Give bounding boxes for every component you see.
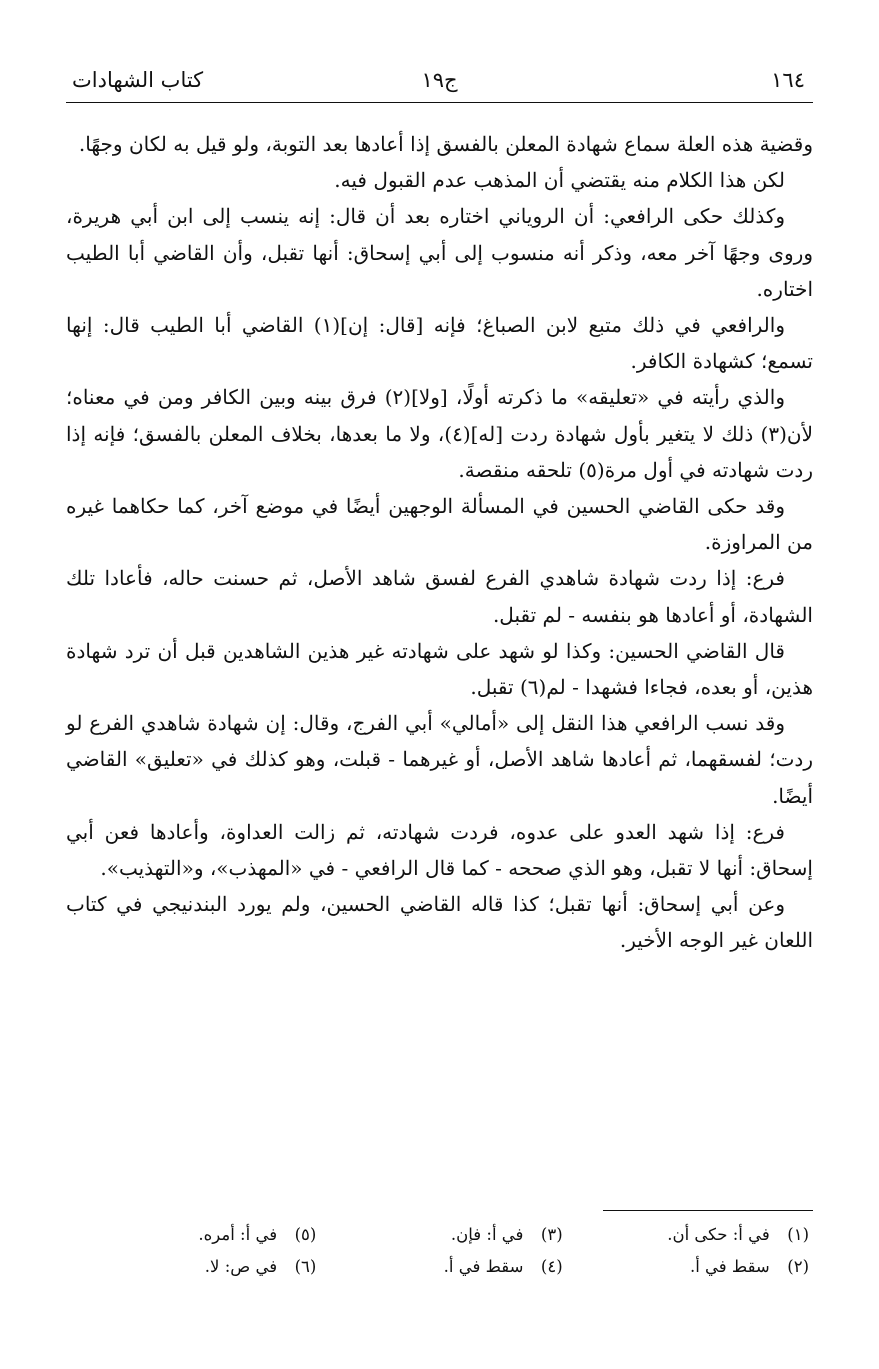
- footnote-text: في أ: حكى أن.: [667, 1225, 770, 1244]
- footnote-number: (٥): [294, 1225, 317, 1244]
- paragraph: لكن هذا الكلام منه يقتضي أن المذهب عدم القبول فيه.: [334, 168, 785, 193]
- page-number: ١٦٤: [771, 68, 805, 92]
- footnote: [316, 1221, 562, 1253]
- footnote: [316, 1253, 562, 1285]
- paragraph: فرع: إذا ردت شهادة شاهدي الفرع لفسق شاهد الأصل، ثم حسنت حاله، فأعادا تلك الشهادة، أو أعادها هو بنفسه - لم تقبل.: [66, 566, 813, 627]
- paragraph: قال القاضي الحسين: وكذا لو شهد على شهادته غير هذين الشاهدين قبل أن ترد شهادة هذين، أو بعده، فجاءا فشهدا - لم(٦) تقبل.: [66, 638, 813, 700]
- footnote-row: [70, 1253, 809, 1285]
- footnote-text: في ص: لا.: [204, 1257, 278, 1276]
- footnote-number: (٦): [294, 1257, 317, 1276]
- paragraph: وقضية هذه العلة سماع شهادة المعلن بالفسق إذا أعادها بعد التوبة، ولو قيل به لكان وجهًا.: [78, 132, 813, 156]
- footnote-number: (١): [787, 1225, 809, 1244]
- paragraph: وقد حكى القاضي الحسين في المسألة الوجهين أيضًا في موضع آخر، كما حكاهما غيره من المراوزة.: [66, 494, 813, 555]
- footnotes: [70, 1221, 809, 1285]
- footnote-separator: [603, 1210, 813, 1211]
- main-text: [66, 126, 813, 959]
- footnote: [70, 1221, 316, 1253]
- footnote-number: (٢): [787, 1257, 809, 1276]
- footnote-text: سقط في أ.: [443, 1257, 524, 1276]
- footnote-text: في أ: أمره.: [198, 1225, 278, 1244]
- paragraph: وعن أبي إسحاق: أنها تقبل؛ كذا قاله القاضي الحسين، ولم يورد البندنيجي في كتاب اللعان غير الوجه الأخير.: [66, 892, 813, 953]
- paragraph: فرع: إذا شهد العدو على عدوه، فردت شهادته، ثم زالت العداوة، وأعادها فعن أبي إسحاق: أنها لا تقبل، وهو الذي صححه - كما قال الرافعي - في «المهذب»، و«التهذيب».: [66, 819, 813, 881]
- footnote-text: في أ: فإن.: [450, 1225, 524, 1244]
- book-title: كتاب الشهادات: [72, 68, 204, 92]
- footnote: [70, 1253, 316, 1285]
- paragraph: والذي رأيته في «تعليقه» ما ذكرته أولًا، [ولا](٢) فرق بينه وبين الكافر ومن في معناه؛ لأن(٣) ذلك لا يتغير بأول شهادة ردت [له](٤)، ولا ما بعدها، بخلاف المعلن بالفسق؛ فإنه إذا ردت شهادته في أول مرة(٥) تلحقه منقصة.: [66, 385, 814, 482]
- volume-number: ج١٩: [421, 68, 458, 92]
- footnote-row: [70, 1221, 809, 1253]
- footnote: [563, 1221, 809, 1253]
- footnote-number: (٤): [540, 1257, 563, 1276]
- footnote-number: (٣): [540, 1225, 563, 1244]
- paragraph: وكذلك حكى الرافعي: أن الروياني اختاره بعد أن قال: إنه ينسب إلى ابن أبي هريرة، وروى وجهًا آخر معه، وذكر أنه منسوب إلى أبي إسحاق: أنها تقبل، وأن القاضي أبا الطيب اختاره.: [66, 204, 813, 301]
- page-header: [66, 62, 813, 103]
- paragraph: والرافعي في ذلك متبع لابن الصباغ؛ فإنه [قال: إن](١) القاضي أبا الطيب قال: إنها تسمع؛ كشهادة الكافر.: [66, 313, 813, 374]
- footnote-text: سقط في أ.: [689, 1257, 770, 1276]
- paragraph: وقد نسب الرافعي هذا النقل إلى «أمالي» أبي الفرج، وقال: إن شهادة شاهدي الفرع لو ردت؛ لفسقهما، ثم أعادها شاهد الأصل، أو غيرهما - قبلت، وهو كذلك في «تعليق» القاضي أيضًا.: [66, 711, 813, 808]
- footnote: [563, 1253, 809, 1285]
